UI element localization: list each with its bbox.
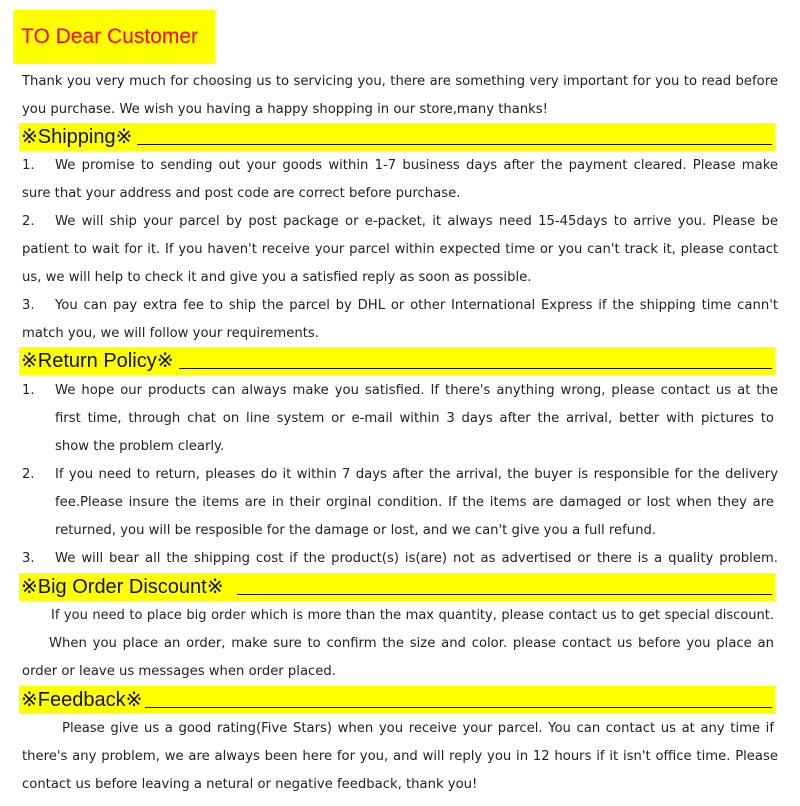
item-text: us, we will help to check it and give you a satisfied reply as soon as possible. xyxy=(22,270,532,285)
list-item xyxy=(22,297,778,315)
item-text: show the problem clearly. xyxy=(55,439,225,454)
heading-underline xyxy=(237,594,772,596)
paragraph-line: there's any problem, we are always been here for you, and will reply you in 12 hours if it isn't office time. Please xyxy=(22,749,778,764)
item-text: patient to wait for it. If you haven't receive your parcel within expected time or you can't track it, please contact xyxy=(22,242,778,257)
section-heading-feedback xyxy=(19,686,775,714)
page-title: TO Dear Customer xyxy=(13,10,215,64)
item-number: 3. xyxy=(22,551,35,566)
paragraph-line: If you need to place big order which is more than the max quantity, please contact us to get special discount. xyxy=(51,608,774,623)
paragraph-line: order or leave us messages when order placed. xyxy=(22,664,336,679)
paragraph-line: When you place an order, make sure to confirm the size and color. please contact us before you place an xyxy=(49,636,774,651)
item-number: 2. xyxy=(22,467,35,482)
section-heading-label: ※Big Order Discount※ xyxy=(21,576,224,598)
item-text: fee.Please insure the items are in their orginal condition. If the items are damaged or lost when they are xyxy=(55,495,774,510)
paragraph-line: Please give us a good rating(Five Stars) when you receive your parcel. You can contact us at any time if xyxy=(62,721,774,736)
item-number: 2. xyxy=(22,214,35,229)
paragraph-line: contact us before leaving a netural or negative feedback, thank you! xyxy=(22,777,478,792)
item-text: We will bear all the shipping cost if the product(s) is(are) not as advertised or there is a quality problem. xyxy=(55,551,778,566)
item-text: You can pay extra fee to ship the parcel by DHL or other International Express if the shipping time cann't xyxy=(55,298,778,313)
item-text: sure that your address and post code are correct before purchase. xyxy=(22,186,461,201)
list-item xyxy=(22,382,778,400)
item-text: We hope our products can always make you satisfied. If there's anything wrong, please contact us at the xyxy=(55,383,778,398)
list-item xyxy=(22,466,778,484)
section-heading-label: ※Feedback※ xyxy=(21,689,143,711)
heading-underline xyxy=(137,144,772,146)
section-heading-label: ※Shipping※ xyxy=(21,126,133,148)
intro-line: you purchase. We wish you having a happy shopping in our store,many thanks! xyxy=(22,102,548,117)
section-heading-label: ※Return Policy※ xyxy=(21,350,174,372)
item-text: If you need to return, pleases do it within 7 days after the arrival, the buyer is responsible for the delivery xyxy=(55,467,778,482)
item-number: 1. xyxy=(22,158,35,173)
section-heading-big-order-discount xyxy=(19,573,775,601)
item-text: match you, we will follow your requirements. xyxy=(22,326,319,341)
item-text: returned, you will be resposible for the damage or lost, and we can't give you a full refund. xyxy=(55,523,657,538)
item-number: 3. xyxy=(22,298,35,313)
heading-underline xyxy=(179,368,772,370)
item-number: 1. xyxy=(22,383,35,398)
section-heading-return-policy xyxy=(19,347,775,375)
item-text: We will ship your parcel by post package or e-packet, it always need 15-45days to arrive you. Please be xyxy=(55,214,778,229)
intro-line: Thank you very much for choosing us to servicing you, there are something very important for you to read before xyxy=(22,74,778,89)
item-text: first time, through chat on line system or e-mail within 3 days after the arrival, better with pictures to xyxy=(55,411,774,426)
heading-underline xyxy=(145,707,772,709)
list-item xyxy=(22,213,778,231)
item-text: We promise to sending out your goods within 1-7 business days after the payment cleared. Please make xyxy=(55,158,778,173)
list-item xyxy=(22,550,778,568)
section-heading-shipping xyxy=(19,123,775,151)
list-item xyxy=(22,157,778,175)
